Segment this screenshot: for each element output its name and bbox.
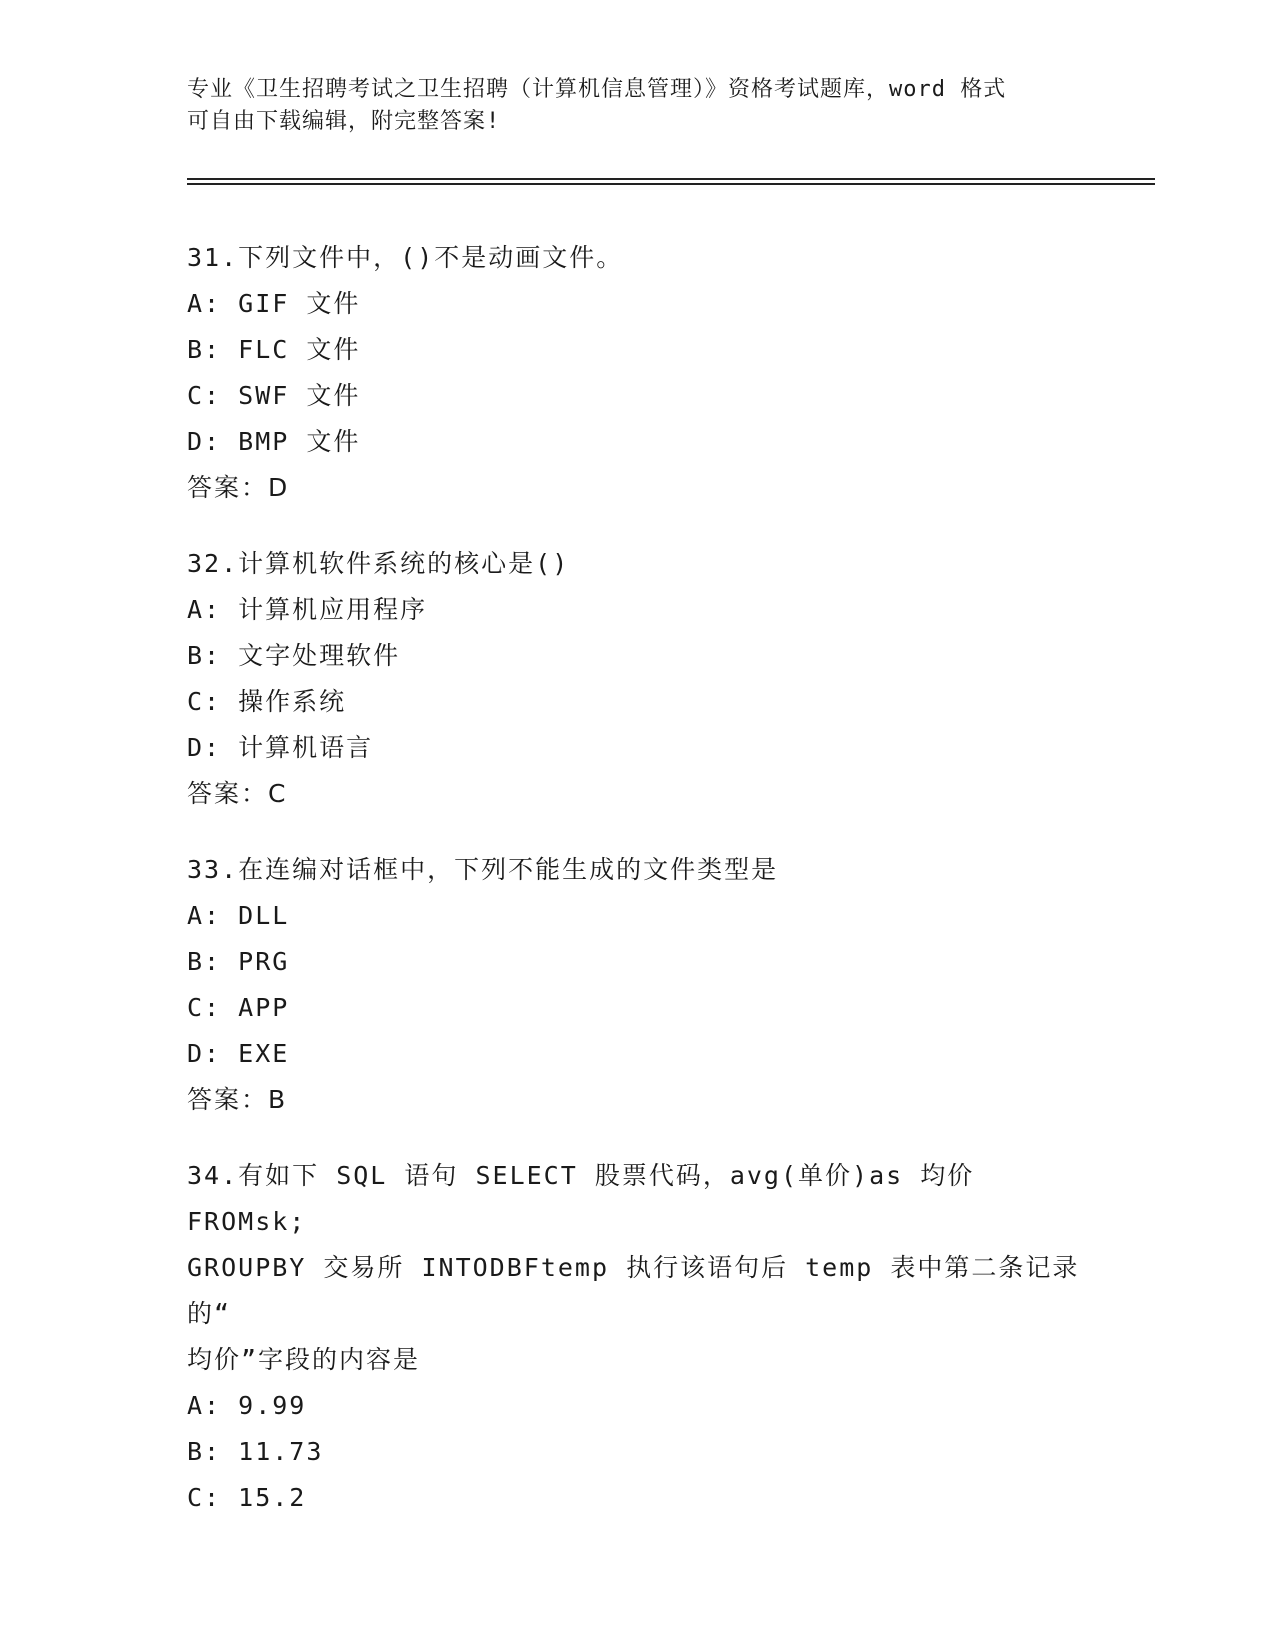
option-d: D: BMP 文件 bbox=[187, 427, 361, 456]
option-a: A: 9.99 bbox=[187, 1391, 307, 1420]
answer-label: 答案：B bbox=[187, 1085, 288, 1114]
option-b: B: 11.73 bbox=[187, 1437, 324, 1466]
question-text-line-2: GROUPBY 交易所 INTODBFtemp 执行该语句后 temp 表中第二条记录的“ bbox=[187, 1253, 1080, 1328]
question-text: 31.下列文件中，()不是动画文件。 bbox=[187, 243, 624, 272]
header-title-line-2: 可自由下载编辑，附完整答案! bbox=[187, 109, 501, 134]
option-d: D: EXE bbox=[187, 1039, 290, 1068]
option-a: A: GIF 文件 bbox=[187, 289, 361, 318]
option-c: C: APP bbox=[187, 993, 290, 1022]
question-33 bbox=[187, 847, 1087, 1123]
answer-label: 答案：C bbox=[187, 779, 288, 808]
header-title-line-1: 专业《卫生招聘考试之卫生招聘（计算机信息管理）》资格考试题库，word 格式 bbox=[187, 77, 1007, 102]
question-31 bbox=[187, 235, 1087, 511]
option-c: C: 操作系统 bbox=[187, 687, 347, 716]
option-c: C: SWF 文件 bbox=[187, 381, 361, 410]
option-b: B: 文字处理软件 bbox=[187, 641, 401, 670]
option-b: B: FLC 文件 bbox=[187, 335, 361, 364]
option-a: A: 计算机应用程序 bbox=[187, 595, 428, 624]
option-d: D: 计算机语言 bbox=[187, 733, 374, 762]
answer-label: 答案：D bbox=[187, 473, 290, 502]
question-text-line-1: 34.有如下 SQL 语句 SELECT 股票代码，avg(单价)as 均价 FROMsk; bbox=[187, 1161, 975, 1236]
option-c: C: 15.2 bbox=[187, 1483, 307, 1512]
header-divider-top bbox=[187, 178, 1155, 180]
option-b: B: PRG bbox=[187, 947, 290, 976]
question-text: 32.计算机软件系统的核心是() bbox=[187, 549, 570, 578]
document-header bbox=[187, 74, 1087, 138]
question-text: 33.在连编对话框中，下列不能生成的文件类型是 bbox=[187, 855, 779, 884]
option-a: A: DLL bbox=[187, 901, 290, 930]
question-32 bbox=[187, 541, 1087, 817]
question-text-line-3: 均价”字段的内容是 bbox=[187, 1345, 421, 1374]
question-list bbox=[187, 235, 1087, 1551]
question-34 bbox=[187, 1153, 1087, 1521]
header-divider-bottom bbox=[187, 183, 1155, 185]
